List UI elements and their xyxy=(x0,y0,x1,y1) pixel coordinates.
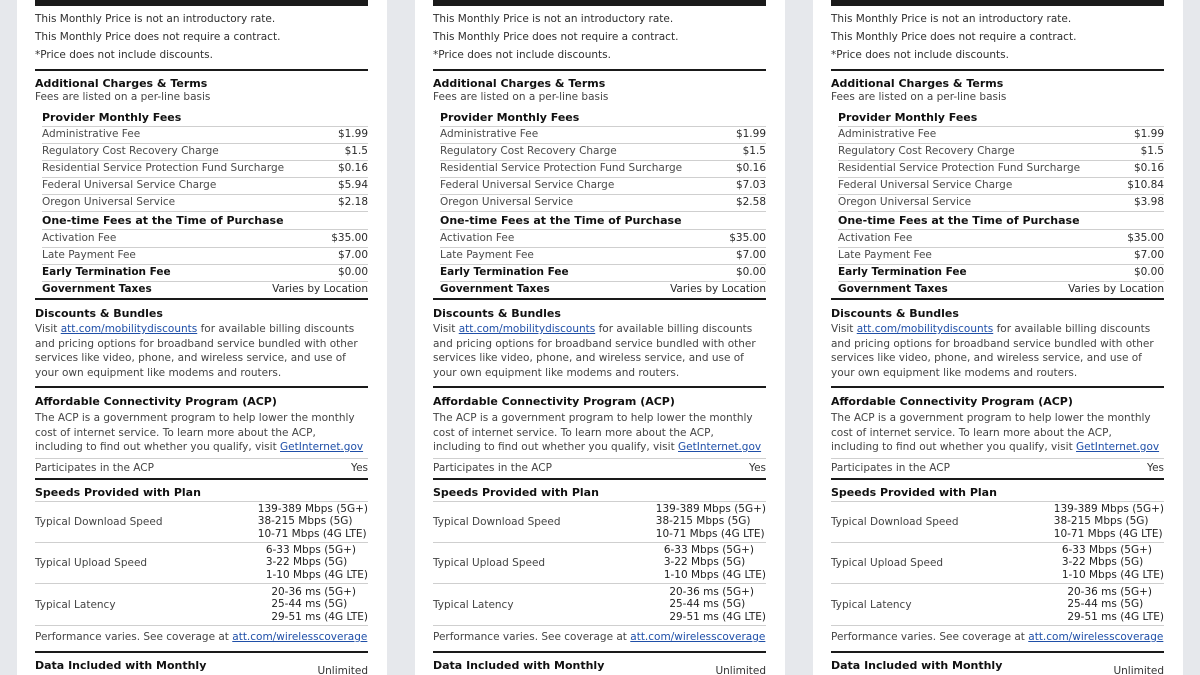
row-divider xyxy=(433,583,766,584)
discount-note: *Price does not include discounts. xyxy=(35,49,213,61)
row-divider xyxy=(42,126,368,127)
text-fragment: for available billing discounts and pricing options for broadband service bundled with other services like video, phone, and wireless service, and use of your own equipment like modems and routers. xyxy=(433,323,756,379)
early-termination-row xyxy=(838,266,1164,279)
text-fragment: The ACP is a government program to help lower the monthly cost of internet service. To learn more about the ACP, including to find out whether you qualify, visit xyxy=(831,412,1151,453)
text-fragment: Performance varies. See coverage at xyxy=(35,631,233,643)
speed-value: 6-33 Mbps (5G+) xyxy=(663,544,755,556)
speed-label: Typical Upload Speed xyxy=(433,557,546,569)
contract-note: This Monthly Price does not require a contract. xyxy=(35,31,281,43)
fee-label: Early Termination Fee xyxy=(838,266,967,278)
speed-values xyxy=(664,544,766,581)
row-divider xyxy=(433,501,766,502)
top-divider xyxy=(433,0,766,6)
row-divider xyxy=(35,583,368,584)
speed-value: 10-71 Mbps (4G LTE) xyxy=(1053,527,1163,540)
broadband-label-card xyxy=(813,0,1183,675)
fee-label: Early Termination Fee xyxy=(440,266,569,278)
text-fragment: Performance varies. See coverage at xyxy=(831,631,1029,643)
speed-values xyxy=(266,544,368,581)
fee-row xyxy=(42,196,368,209)
row-divider xyxy=(440,160,766,161)
data-included-label: Data Included with Monthly xyxy=(433,659,605,672)
row-divider xyxy=(42,281,368,282)
speed-value: 29-51 ms (4G LTE) xyxy=(1067,610,1164,623)
row-divider xyxy=(838,211,1164,212)
speed-value: 139-389 Mbps (5G+) xyxy=(1053,503,1164,515)
acp-participation-label: Participates in the ACP xyxy=(831,462,950,474)
performance-note xyxy=(433,631,765,643)
acp-participation-value: Yes xyxy=(749,462,766,474)
row-divider xyxy=(440,177,766,178)
fee-row xyxy=(42,162,368,175)
speed-value: 20-36 ms (5G+) xyxy=(1067,586,1153,598)
text-fragment: for available billing discounts and pricing options for broadband service bundled with other services like video, phone, and wireless service, and use of your own equipment like modems and routers. xyxy=(831,323,1154,379)
additional-charges-title: Additional Charges & Terms xyxy=(433,77,606,90)
fee-value: $1.99 xyxy=(1133,128,1164,140)
fee-row xyxy=(42,128,368,141)
speed-row-download xyxy=(433,503,766,541)
speed-values xyxy=(258,503,368,540)
acp-participation-row xyxy=(433,462,766,475)
fee-label: Late Payment Fee xyxy=(440,249,534,261)
section-divider xyxy=(35,386,368,388)
speed-value: 20-36 ms (5G+) xyxy=(669,586,755,598)
data-included-label: Data Included with Monthly xyxy=(831,659,1003,672)
discounts-title: Discounts & Bundles xyxy=(831,307,959,320)
fee-row xyxy=(838,249,1164,262)
speed-value: 38-215 Mbps (5G) xyxy=(1053,515,1149,528)
fee-value: Varies by Location xyxy=(1068,283,1164,295)
row-divider xyxy=(35,458,368,459)
fee-row xyxy=(440,232,766,245)
text-fragment: Performance varies. See coverage at xyxy=(433,631,631,643)
fee-label: Residential Service Protection Fund Surcharge xyxy=(440,162,683,174)
fee-row xyxy=(838,162,1164,175)
government-taxes-row xyxy=(42,283,368,296)
section-divider xyxy=(433,298,766,300)
acp-participation-value: Yes xyxy=(1147,462,1164,474)
additional-charges-title: Additional Charges & Terms xyxy=(831,77,1004,90)
additional-charges-title: Additional Charges & Terms xyxy=(35,77,208,90)
speed-row-download xyxy=(831,503,1164,541)
wireless-coverage-link[interactable]: att.com/wirelesscoverage xyxy=(630,631,766,643)
text-fragment: Visit xyxy=(433,323,459,335)
section-divider xyxy=(433,386,766,388)
row-divider xyxy=(838,229,1164,230)
section-divider xyxy=(35,298,368,300)
fee-value: $2.58 xyxy=(735,196,766,208)
row-divider xyxy=(433,458,766,459)
row-divider xyxy=(42,194,368,195)
acp-text xyxy=(831,411,1161,455)
speed-value: 1-10 Mbps (4G LTE) xyxy=(1061,568,1164,581)
speed-label: Typical Latency xyxy=(35,599,116,611)
government-taxes-row xyxy=(440,283,766,296)
row-divider xyxy=(440,211,766,212)
intro-rate-note: This Monthly Price is not an introductory rate. xyxy=(35,13,276,25)
row-divider xyxy=(831,458,1164,459)
section-divider xyxy=(831,651,1164,653)
acp-text xyxy=(433,411,763,455)
fee-row xyxy=(42,232,368,245)
fee-row xyxy=(440,162,766,175)
row-divider xyxy=(433,625,766,626)
fee-value: $0.16 xyxy=(337,162,368,174)
fee-row xyxy=(440,249,766,262)
speed-value: 3-22 Mbps (5G) xyxy=(663,556,746,569)
mobility-discounts-link[interactable]: att.com/mobilitydiscounts xyxy=(60,323,198,335)
row-divider xyxy=(440,247,766,248)
row-divider xyxy=(440,194,766,195)
speed-value: 3-22 Mbps (5G) xyxy=(265,556,348,569)
data-included-label: Data Included with Monthly xyxy=(35,659,207,672)
section-divider xyxy=(433,478,766,480)
speed-value: 139-389 Mbps (5G+) xyxy=(655,503,766,515)
contract-note: This Monthly Price does not require a contract. xyxy=(831,31,1077,43)
speed-value: 1-10 Mbps (4G LTE) xyxy=(265,568,368,581)
row-divider xyxy=(838,177,1164,178)
row-divider xyxy=(838,264,1164,265)
broadband-label-card xyxy=(415,0,785,675)
contract-note: This Monthly Price does not require a contract. xyxy=(433,31,679,43)
fee-row xyxy=(42,145,368,158)
onetime-fees-title: One-time Fees at the Time of Purchase xyxy=(42,214,284,227)
speed-label: Typical Download Speed xyxy=(433,516,561,528)
fee-value: $35.00 xyxy=(1127,232,1164,244)
section-divider xyxy=(433,69,766,71)
row-divider xyxy=(42,160,368,161)
fee-value: $7.03 xyxy=(735,179,766,191)
fee-value: $0.00 xyxy=(735,266,766,278)
discounts-text xyxy=(831,322,1161,380)
wireless-coverage-link[interactable]: att.com/wirelesscoverage xyxy=(1028,631,1164,643)
row-divider xyxy=(838,247,1164,248)
discount-note: *Price does not include discounts. xyxy=(433,49,611,61)
fee-label: Oregon Universal Service xyxy=(42,196,176,208)
performance-note xyxy=(35,631,367,643)
government-taxes-row xyxy=(838,283,1164,296)
broadband-label-card xyxy=(17,0,387,675)
provider-fees-title: Provider Monthly Fees xyxy=(42,111,182,124)
getinternet-link[interactable]: GetInternet.gov xyxy=(678,441,762,453)
section-divider xyxy=(35,651,368,653)
acp-title: Affordable Connectivity Program (ACP) xyxy=(433,395,675,408)
acp-title: Affordable Connectivity Program (ACP) xyxy=(831,395,1073,408)
section-divider xyxy=(831,298,1164,300)
speed-row-latency xyxy=(433,586,766,624)
text-fragment: Visit xyxy=(35,323,61,335)
speed-value: 3-22 Mbps (5G) xyxy=(1061,556,1144,569)
speeds-title: Speeds Provided with Plan xyxy=(831,486,997,499)
speeds-title: Speeds Provided with Plan xyxy=(35,486,201,499)
fee-label: Regulatory Cost Recovery Charge xyxy=(42,145,219,157)
fee-value: $35.00 xyxy=(729,232,766,244)
fee-value: $1.5 xyxy=(344,145,368,157)
fee-label: Activation Fee xyxy=(838,232,913,244)
row-divider xyxy=(838,143,1164,144)
speed-row-upload xyxy=(433,544,766,582)
fee-label: Regulatory Cost Recovery Charge xyxy=(440,145,617,157)
fee-label: Government Taxes xyxy=(42,283,152,295)
speed-label: Typical Download Speed xyxy=(35,516,163,528)
onetime-fees-title: One-time Fees at the Time of Purchase xyxy=(440,214,682,227)
row-divider xyxy=(42,264,368,265)
text-fragment: Visit xyxy=(831,323,857,335)
fee-label: Early Termination Fee xyxy=(42,266,171,278)
row-divider xyxy=(831,542,1164,543)
row-divider xyxy=(440,264,766,265)
row-divider xyxy=(440,143,766,144)
top-divider xyxy=(35,0,368,6)
acp-participation-row xyxy=(35,462,368,475)
row-divider xyxy=(42,247,368,248)
fee-label: Government Taxes xyxy=(838,283,948,295)
data-included-value: Unlimited xyxy=(317,665,368,675)
text-fragment: for available billing discounts and pricing options for broadband service bundled with other services like video, phone, and wireless service, and use of your own equipment like modems and routers. xyxy=(35,323,358,379)
speed-value: 38-215 Mbps (5G) xyxy=(257,515,353,528)
fee-label: Activation Fee xyxy=(42,232,117,244)
acp-participation-value: Yes xyxy=(351,462,368,474)
speed-label: Typical Upload Speed xyxy=(831,557,944,569)
row-divider xyxy=(838,281,1164,282)
performance-note xyxy=(831,631,1163,643)
row-divider xyxy=(838,126,1164,127)
data-included-row xyxy=(35,659,368,673)
additional-charges-subtitle: Fees are listed on a per-line basis xyxy=(35,91,211,103)
fee-row xyxy=(42,179,368,192)
fee-label: Activation Fee xyxy=(440,232,515,244)
speed-value: 25-44 ms (5G) xyxy=(1067,598,1144,611)
row-divider xyxy=(831,501,1164,502)
row-divider xyxy=(42,143,368,144)
section-divider xyxy=(35,69,368,71)
speed-value: 10-71 Mbps (4G LTE) xyxy=(257,527,367,540)
acp-participation-row xyxy=(831,462,1164,475)
intro-rate-note: This Monthly Price is not an introductory rate. xyxy=(433,13,674,25)
speed-values xyxy=(1054,503,1164,540)
speed-values xyxy=(656,503,766,540)
row-divider xyxy=(440,229,766,230)
row-divider xyxy=(440,126,766,127)
fee-label: Federal Universal Service Charge xyxy=(440,179,615,191)
speed-row-latency xyxy=(35,586,368,624)
speed-label: Typical Download Speed xyxy=(831,516,959,528)
speed-values xyxy=(1062,544,1164,581)
fee-label: Government Taxes xyxy=(440,283,550,295)
speed-value: 6-33 Mbps (5G+) xyxy=(1061,544,1153,556)
discounts-title: Discounts & Bundles xyxy=(433,307,561,320)
fee-value: $3.98 xyxy=(1133,196,1164,208)
fee-label: Federal Universal Service Charge xyxy=(838,179,1013,191)
speed-row-upload xyxy=(831,544,1164,582)
fee-value: $0.00 xyxy=(1133,266,1164,278)
fee-value: $35.00 xyxy=(331,232,368,244)
speed-label: Typical Latency xyxy=(831,599,912,611)
row-divider xyxy=(42,229,368,230)
fee-value: $0.16 xyxy=(735,162,766,174)
fee-value: $0.00 xyxy=(337,266,368,278)
onetime-fees-title: One-time Fees at the Time of Purchase xyxy=(838,214,1080,227)
fee-label: Oregon Universal Service xyxy=(838,196,972,208)
getinternet-link[interactable]: GetInternet.gov xyxy=(1076,441,1160,453)
fee-value: $1.5 xyxy=(1140,145,1164,157)
discounts-title: Discounts & Bundles xyxy=(35,307,163,320)
fee-value: Varies by Location xyxy=(272,283,368,295)
additional-charges-subtitle: Fees are listed on a per-line basis xyxy=(831,91,1007,103)
section-divider xyxy=(831,386,1164,388)
speed-row-download xyxy=(35,503,368,541)
speed-value: 20-36 ms (5G+) xyxy=(271,586,357,598)
speed-label: Typical Upload Speed xyxy=(35,557,148,569)
row-divider xyxy=(42,211,368,212)
fee-value: $1.99 xyxy=(337,128,368,140)
acp-text xyxy=(35,411,365,455)
fee-value: $2.18 xyxy=(337,196,368,208)
fee-value: $5.94 xyxy=(337,179,368,191)
row-divider xyxy=(838,160,1164,161)
speed-value: 1-10 Mbps (4G LTE) xyxy=(663,568,766,581)
top-divider xyxy=(831,0,1164,6)
fee-label: Late Payment Fee xyxy=(838,249,932,261)
discounts-text xyxy=(35,322,365,380)
provider-fees-title: Provider Monthly Fees xyxy=(838,111,978,124)
speed-value: 38-215 Mbps (5G) xyxy=(655,515,751,528)
fee-label: Administrative Fee xyxy=(42,128,141,140)
fee-row xyxy=(838,196,1164,209)
provider-fees-title: Provider Monthly Fees xyxy=(440,111,580,124)
early-termination-row xyxy=(42,266,368,279)
fee-label: Residential Service Protection Fund Surcharge xyxy=(42,162,285,174)
fee-label: Administrative Fee xyxy=(838,128,937,140)
data-included-row xyxy=(831,659,1164,673)
fee-row xyxy=(838,232,1164,245)
wireless-coverage-link[interactable]: att.com/wirelesscoverage xyxy=(232,631,368,643)
fee-value: $7.00 xyxy=(337,249,368,261)
fee-value: Varies by Location xyxy=(670,283,766,295)
fee-value: $7.00 xyxy=(735,249,766,261)
discounts-text xyxy=(433,322,763,380)
section-divider xyxy=(831,69,1164,71)
speed-label: Typical Latency xyxy=(433,599,514,611)
fee-value: $10.84 xyxy=(1127,179,1164,191)
discount-note: *Price does not include discounts. xyxy=(831,49,1009,61)
fee-row xyxy=(838,145,1164,158)
fee-row xyxy=(440,179,766,192)
row-divider xyxy=(42,177,368,178)
speed-values xyxy=(669,586,766,623)
mobility-discounts-link[interactable]: att.com/mobilitydiscounts xyxy=(458,323,596,335)
early-termination-row xyxy=(440,266,766,279)
fee-row xyxy=(838,179,1164,192)
intro-rate-note: This Monthly Price is not an introductory rate. xyxy=(831,13,1072,25)
text-fragment: The ACP is a government program to help lower the monthly cost of internet service. To learn more about the ACP, including to find out whether you qualify, visit xyxy=(433,412,753,453)
row-divider xyxy=(433,542,766,543)
fee-row xyxy=(440,196,766,209)
acp-title: Affordable Connectivity Program (ACP) xyxy=(35,395,277,408)
speed-values xyxy=(271,586,368,623)
data-included-value: Unlimited xyxy=(715,665,766,675)
speed-values xyxy=(1067,586,1164,623)
additional-charges-subtitle: Fees are listed on a per-line basis xyxy=(433,91,609,103)
fee-value: $1.99 xyxy=(735,128,766,140)
row-divider xyxy=(35,625,368,626)
speed-value: 6-33 Mbps (5G+) xyxy=(265,544,357,556)
fee-label: Residential Service Protection Fund Surcharge xyxy=(838,162,1081,174)
data-included-value: Unlimited xyxy=(1113,665,1164,675)
speed-value: 25-44 ms (5G) xyxy=(271,598,348,611)
fee-label: Federal Universal Service Charge xyxy=(42,179,217,191)
row-divider xyxy=(35,542,368,543)
fee-value: $0.16 xyxy=(1133,162,1164,174)
section-divider xyxy=(433,651,766,653)
row-divider xyxy=(838,194,1164,195)
row-divider xyxy=(831,583,1164,584)
fee-label: Administrative Fee xyxy=(440,128,539,140)
speed-value: 29-51 ms (4G LTE) xyxy=(271,610,368,623)
fee-row xyxy=(440,145,766,158)
getinternet-link[interactable]: GetInternet.gov xyxy=(280,441,364,453)
acp-participation-label: Participates in the ACP xyxy=(433,462,552,474)
fee-label: Oregon Universal Service xyxy=(440,196,574,208)
speed-value: 139-389 Mbps (5G+) xyxy=(257,503,368,515)
row-divider xyxy=(440,281,766,282)
text-fragment: The ACP is a government program to help lower the monthly cost of internet service. To learn more about the ACP, including to find out whether you qualify, visit xyxy=(35,412,355,453)
acp-participation-label: Participates in the ACP xyxy=(35,462,154,474)
speeds-title: Speeds Provided with Plan xyxy=(433,486,599,499)
data-included-row xyxy=(433,659,766,673)
fee-label: Regulatory Cost Recovery Charge xyxy=(838,145,1015,157)
row-divider xyxy=(831,625,1164,626)
row-divider xyxy=(35,501,368,502)
mobility-discounts-link[interactable]: att.com/mobilitydiscounts xyxy=(856,323,994,335)
speed-row-latency xyxy=(831,586,1164,624)
section-divider xyxy=(35,478,368,480)
fee-row xyxy=(838,128,1164,141)
speed-value: 29-51 ms (4G LTE) xyxy=(669,610,766,623)
section-divider xyxy=(831,478,1164,480)
fee-row xyxy=(42,249,368,262)
speed-value: 10-71 Mbps (4G LTE) xyxy=(655,527,765,540)
fee-row xyxy=(440,128,766,141)
speed-value: 25-44 ms (5G) xyxy=(669,598,746,611)
fee-value: $1.5 xyxy=(742,145,766,157)
speed-row-upload xyxy=(35,544,368,582)
fee-value: $7.00 xyxy=(1133,249,1164,261)
fee-label: Late Payment Fee xyxy=(42,249,136,261)
